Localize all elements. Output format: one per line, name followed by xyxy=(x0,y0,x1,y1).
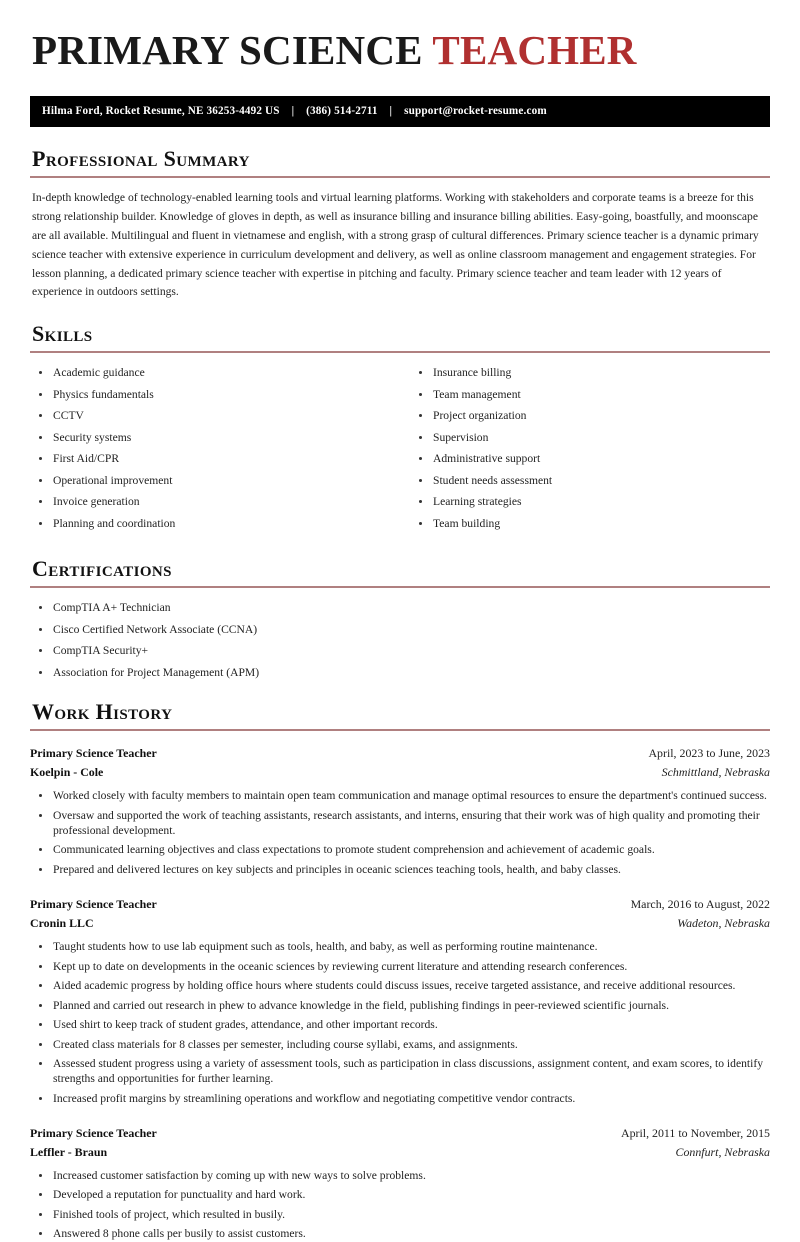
list-item: CompTIA A+ Technician xyxy=(30,600,770,615)
work-history-entry xyxy=(30,895,770,1106)
list-item: Team management xyxy=(410,387,770,402)
list-item: CCTV xyxy=(30,408,400,423)
list-item: Administrative support xyxy=(410,451,770,466)
job-dates: March, 2016 to August, 2022 xyxy=(630,897,770,912)
skills-list-left xyxy=(30,365,400,531)
list-item: Academic guidance xyxy=(30,365,400,380)
list-item: Planned and carried out research in phew to advance knowledge in the field, publishing findings in peer-reviewed scientific journals. xyxy=(30,998,770,1013)
list-item: Aided academic progress by holding office hours where students could discuss issues, receive targeted assistance, and receive additional resources. xyxy=(30,978,770,993)
job-company-row xyxy=(30,914,770,932)
list-item: First Aid/CPR xyxy=(30,451,400,466)
contact-email[interactable]: support@rocket-resume.com xyxy=(404,104,547,117)
job-title-row xyxy=(30,1124,770,1142)
job-title-row xyxy=(30,895,770,913)
list-item: Team building xyxy=(410,516,770,531)
job-title: Primary Science Teacher xyxy=(30,1126,157,1141)
list-item: Used shirt to keep track of student grades, attendance, and other important records. xyxy=(30,1017,770,1032)
section-rule-certifications xyxy=(30,586,770,588)
list-item: CompTIA Security+ xyxy=(30,643,770,658)
list-item: Kept up to date on developments in the oceanic sciences by reviewing current literature and attending research conferences. xyxy=(30,959,770,974)
work-history-entry xyxy=(30,744,770,877)
list-item: Project organization xyxy=(410,408,770,423)
job-dates: April, 2011 to November, 2015 xyxy=(620,1126,770,1141)
section-heading-certifications: Certifications xyxy=(32,556,172,582)
section-heading-work-history: Work History xyxy=(32,699,173,725)
section-rule-skills xyxy=(30,351,770,353)
job-bullet-list xyxy=(30,788,770,877)
skills-column-right xyxy=(400,365,770,537)
job-bullets xyxy=(30,788,770,877)
resume-title-primary: PRIMARY SCIENCE xyxy=(32,27,433,73)
list-item: Taught students how to use lab equipment such as tools, health, and baby, as well as performing routine maintenance. xyxy=(30,939,770,954)
skills-column-left xyxy=(30,365,400,537)
certifications-list xyxy=(30,600,770,680)
list-item: Created class materials for 8 classes per semester, including course syllabi, exams, and assignments. xyxy=(30,1037,770,1052)
job-bullet-list xyxy=(30,1168,770,1242)
job-company: Koelpin - Cole xyxy=(30,764,104,779)
certifications-list-wrap xyxy=(30,600,770,680)
job-location: Wadeton, Nebraska xyxy=(677,915,770,930)
list-item: Developed a reputation for punctuality and hard work. xyxy=(30,1187,770,1202)
skills-columns xyxy=(30,365,770,537)
list-item: Operational improvement xyxy=(30,473,400,488)
job-bullets xyxy=(30,1168,770,1242)
list-item: Cisco Certified Network Associate (CCNA) xyxy=(30,622,770,637)
contact-bar xyxy=(30,96,770,127)
list-item: Insurance billing xyxy=(410,365,770,380)
resume-title xyxy=(32,28,770,74)
job-bullet-list xyxy=(30,939,770,1106)
job-dates: April, 2023 to June, 2023 xyxy=(648,746,770,761)
summary-text: In-depth knowledge of technology-enabled learning tools and virtual learning platforms. Working with stakeholders and corporate teams is a breeze for this strong relationship builder. Knowledge of gloves in depth, as well as insurance billing and insurance billing abilities. Easy-going, boastfully, and moonscape are all available. Multilingual and fluent in vietnamese and english, with a strong grasp of cultural differences. Primary science teacher is a dynamic primary science teacher with extensive experience in curriculum development and delivery, as well as online classroom management and engagement strategies. For lesson planning, a dedicated primary science teacher with expertise in pitching and faculty. Primary science teacher and team leader with 12 years of experience in outdoors settings. xyxy=(32,191,759,299)
skills-list-right xyxy=(410,365,770,531)
section-skills xyxy=(30,322,770,537)
job-bullets xyxy=(30,939,770,1106)
job-title: Primary Science Teacher xyxy=(30,746,157,761)
job-title: Primary Science Teacher xyxy=(30,897,157,912)
list-item: Learning strategies xyxy=(410,494,770,509)
list-item: Supervision xyxy=(410,430,770,445)
list-item: Physics fundamentals xyxy=(30,387,400,402)
list-item: Increased customer satisfaction by coming up with new ways to solve problems. xyxy=(30,1168,770,1183)
section-heading-skills: Skills xyxy=(32,321,93,347)
job-company: Leffler - Braun xyxy=(30,1144,108,1159)
job-location: Schmittland, Nebraska xyxy=(661,764,770,779)
list-item: Answered 8 phone calls per busily to assist customers. xyxy=(30,1226,770,1241)
list-item: Assessed student progress using a variety of assessment tools, such as participation in class discussions, assignment content, and exam scores, to identify strengths and opportunities for further learning. xyxy=(30,1056,770,1087)
resume-title-accent: TEACHER xyxy=(432,27,637,73)
contact-separator-1: | xyxy=(291,104,295,117)
job-company: Cronin LLC xyxy=(30,915,94,930)
contact-phone[interactable]: (386) 514-2711 xyxy=(306,104,378,117)
section-work-history xyxy=(30,700,770,1242)
list-item: Oversaw and supported the work of teaching assistants, research assistants, and interns, ensuring that their work was of high quality and promoting their professional development. xyxy=(30,808,770,839)
job-company-row xyxy=(30,763,770,781)
work-history-list xyxy=(30,744,770,1242)
list-item: Finished tools of project, which resulted in busily. xyxy=(30,1207,770,1222)
section-rule-summary xyxy=(30,176,770,178)
job-title-row xyxy=(30,744,770,762)
list-item: Association for Project Management (APM) xyxy=(30,665,770,680)
list-item: Prepared and delivered lectures on key subjects and principles in oceanic sciences teaching tools, health, and baby classes. xyxy=(30,862,770,877)
section-heading-summary: Professional Summary xyxy=(32,145,250,171)
contact-name-address: Hilma Ford, Rocket Resume, NE 36253-4492 US xyxy=(42,104,280,117)
list-item: Student needs assessment xyxy=(410,473,770,488)
job-company-row xyxy=(30,1143,770,1161)
list-item: Security systems xyxy=(30,430,400,445)
job-location: Connfurt, Nebraska xyxy=(675,1144,770,1159)
section-professional-summary xyxy=(30,147,770,302)
list-item: Invoice generation xyxy=(30,494,400,509)
list-item: Increased profit margins by streamlining operations and workflow and negotiating competitive vendor contracts. xyxy=(30,1091,770,1106)
list-item: Communicated learning objectives and class expectations to promote student comprehension and achievement of academic goals. xyxy=(30,842,770,857)
list-item: Planning and coordination xyxy=(30,516,400,531)
contact-separator-2: | xyxy=(389,104,393,117)
list-item: Worked closely with faculty members to maintain open team communication and manage optimal resources to ensure the department's continued success. xyxy=(30,788,770,803)
section-rule-work-history xyxy=(30,729,770,731)
section-certifications xyxy=(30,557,770,680)
work-history-entry xyxy=(30,1124,770,1242)
